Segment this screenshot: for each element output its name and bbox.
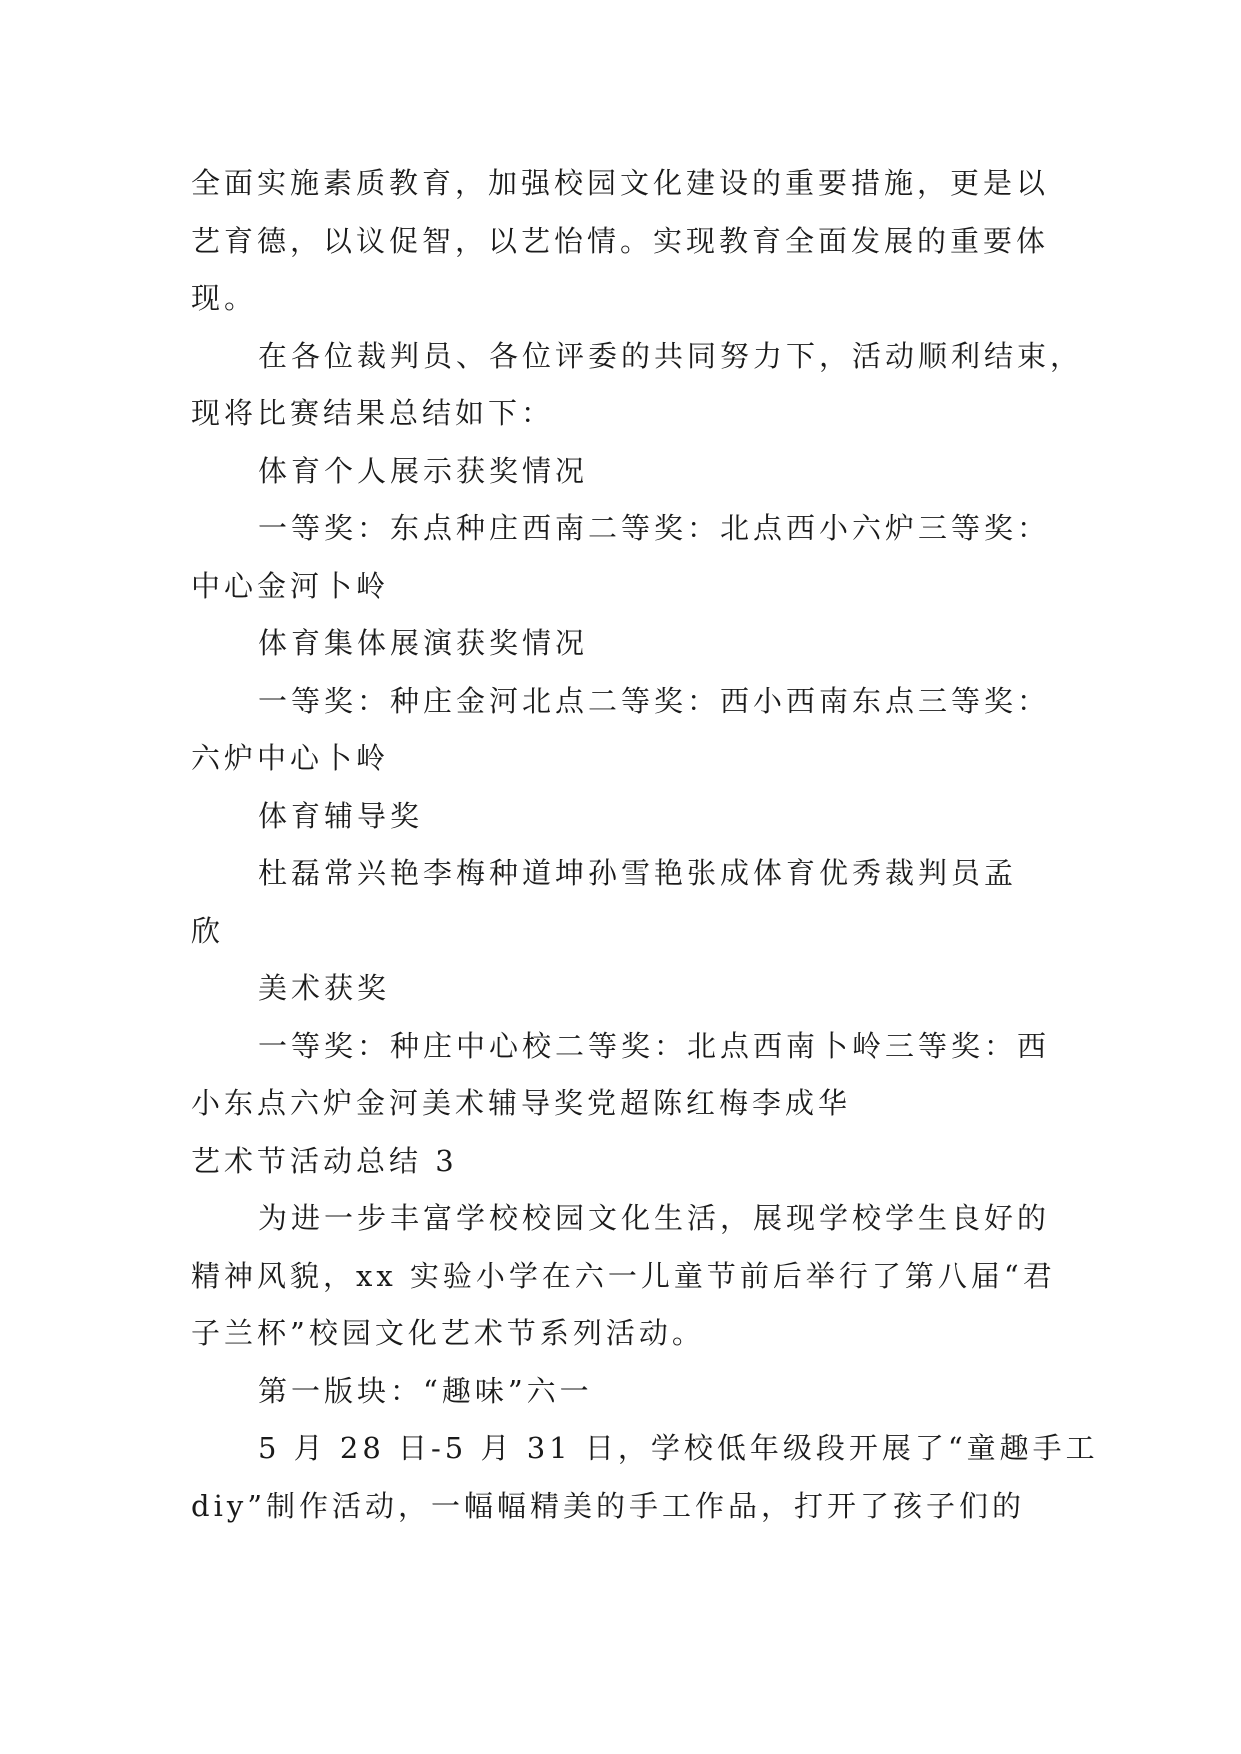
text-line: 小东点六炉金河美术辅导奖党超陈红梅李成华 (191, 1086, 852, 1120)
text-line: 为进一步丰富学校校园文化生活，展现学校学生良好的 (258, 1201, 1051, 1235)
text-line: 六炉中心卜岭 (191, 741, 390, 775)
section-heading: 体育辅导奖 (258, 798, 424, 833)
text-line: 5 月 28 日-5 月 31 日，学校低年级段开展了“童趣手工 (258, 1431, 1099, 1465)
section-heading: 美术获奖 (258, 971, 391, 1005)
text-line: 中心金河卜岭 (191, 568, 390, 603)
text-line: 杜磊常兴艳李梅种道坤孙雪艳张成体育优秀裁判员孟 (258, 856, 1018, 890)
text-line: 精神风貌，xx 实验小学在六一儿童节前后举行了第八届“君 (191, 1258, 1056, 1293)
text-line: 一等奖：种庄中心校二等奖：北点西南卜岭三等奖：西 (258, 1028, 1051, 1063)
text-line: 欣 (191, 913, 225, 948)
document-title: 艺术节活动总结 3 (191, 1143, 458, 1178)
section-heading: 体育个人展示获奖情况 (258, 453, 589, 488)
section-heading: 体育集体展演获奖情况 (258, 626, 589, 660)
text-line: 一等奖：东点种庄西南二等奖：北点西小六炉三等奖： (258, 511, 1051, 545)
section-heading: 第一版块：“趣味”六一 (258, 1373, 593, 1408)
text-line: 现。 (191, 281, 258, 315)
text-line: 子兰杯”校园文化艺术节系列活动。 (191, 1316, 705, 1350)
text-line: diy”制作活动，一幅幅精美的手工作品，打开了孩子们的 (191, 1488, 1026, 1523)
text-line: 现将比赛结果总结如下： (191, 396, 555, 430)
text-line: 全面实施素质教育，加强校园文化建设的重要措施，更是以 (191, 166, 1050, 200)
text-line: 艺育德，以议促智，以艺怡情。实现教育全面发展的重要体 (191, 223, 1050, 258)
text-line: 一等奖：种庄金河北点二等奖：西小西南东点三等奖： (258, 683, 1051, 718)
text-line: 在各位裁判员、各位评委的共同努力下，活动顺利结束， (258, 338, 1084, 373)
document-body (191, 155, 1099, 1535)
